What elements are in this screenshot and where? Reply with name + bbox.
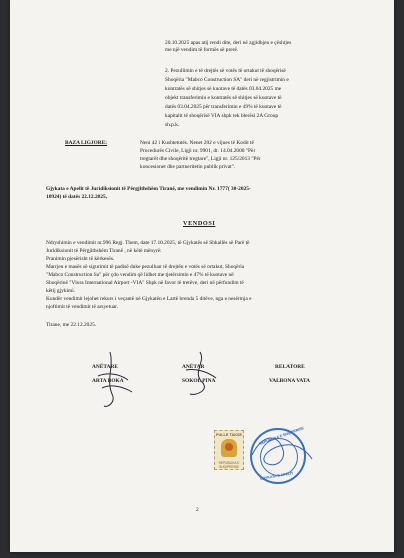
legal-basis-line: Neni 42 i Kushtetutës. Nenet 202 e vijues të Kodit të xyxy=(140,140,254,146)
point2-line: kontratës së shitjes së kuotave të datës 03.04.2025 me xyxy=(165,86,282,92)
signatory-name: VALBONA VATA xyxy=(269,378,310,384)
page-number: 2 xyxy=(196,507,199,513)
decision-line: këtij gjykimi. xyxy=(46,288,76,294)
signatory-name: ARTA BOKA xyxy=(92,378,124,384)
signatory-role: ANËTARE xyxy=(92,364,118,370)
signatory-role: ANËTAR xyxy=(182,364,205,370)
signatory-role: RELATORE xyxy=(275,364,305,370)
legal-basis-line: koncesionet dhe partneritetin publik privat". xyxy=(140,164,236,170)
signature-over-seal xyxy=(246,425,316,475)
signature-arta-boka xyxy=(88,350,138,410)
tax-stamp xyxy=(214,430,244,470)
point2-line: objekt transferimin e kontratës së shitjes së kuotave të xyxy=(165,95,282,101)
point2-line: 2. Pezullimin e të drejtës së votës të ortakut të shoqërisë xyxy=(165,68,286,74)
court-title-line-2: 10924) të datës 22.12.2025, xyxy=(46,194,108,200)
tax-stamp-bottom-text: REPUBLIKA E SHQIPERISE xyxy=(218,461,240,469)
decision-line: Pranimin pjesërisht të kërkesës. xyxy=(46,256,115,262)
intro-line-2: me një vendim të formës së prerë. xyxy=(165,47,239,53)
intro-line-1: 20.10.2025 apas atij rendi dite, deri në zgjidhjen e çështjes xyxy=(165,40,292,46)
decision-line: Shoqërinë "Vlora International Airport -VIA" Shpk në favor të tretëve, deri në përfundim të xyxy=(46,280,244,286)
point2-line: Shoqëria "Mabco Construction SA" deri në regjistrimin e xyxy=(165,77,289,83)
point2-line: sh.p.k. xyxy=(165,122,180,128)
decision-line: Ndryshimin e vendimit nr.996 Regj. Them, date 17.10.2025, të Gjykatës së Shkallës së Parë të xyxy=(46,240,250,246)
signature-sokol-pina xyxy=(182,350,222,400)
court-title-line-1: Gjykata e Apelit të Juridiksionit të Përgjithshëm Tiranë, me vendimin Nr. 1777( 30-2025- xyxy=(46,186,251,192)
decision-line: Marrjen e masës së sigurimit të padisë duke pezulluar të drejtën e votës së ortakut, Shoqëria xyxy=(46,264,245,270)
signatory-name: SOKOL PINA xyxy=(182,378,216,384)
legal-basis-line: tregtarët dhe shoqëritë tregtare", Ligji nr. 125/2013 "Për xyxy=(140,156,261,162)
tax-stamp-top-text: PULLE TAKSE xyxy=(215,433,243,437)
point2-line: kapitalit të shoqërisë VIA shpk tek blerësi 2A Group xyxy=(165,113,279,119)
tax-stamp-head-icon xyxy=(225,443,233,451)
document-page xyxy=(10,0,394,552)
decision-line: "Mabco Construction Sa" për çdo vendim që lidhet me tjetërsimin e 47% të kuotave në xyxy=(46,272,234,278)
place-date: Tirane, me 22.12.2025. xyxy=(46,322,97,328)
point2-line: datës 03.04.2025 për transferimin e 49% të kuotave të xyxy=(165,104,282,110)
decision-line: njoftimit të vendimit të arsyetuar. xyxy=(46,304,119,310)
seal-top-text: REPUBLIKA E SHQIPERISE xyxy=(258,426,305,446)
legal-basis-line: Procedurës Civile, Ligji nr. 9901, dt. 14.04.2008 "Për xyxy=(140,148,256,154)
decision-line: Juridiksionit të Përgjithshëm Tiranë , në këtë mënyrë: xyxy=(46,248,162,254)
seal-bottom-text: GJYKATA E APELIT xyxy=(259,471,294,481)
decision-line: Kundër vendimit lejohet rekurs i veçantë në Gjykatën e Lartë brenda 5 ditëve, nga e nesërmja e xyxy=(46,296,252,302)
decision-heading: VENDOSI xyxy=(183,220,216,227)
legal-basis-heading: BAZA LIGJORE: xyxy=(65,140,108,146)
